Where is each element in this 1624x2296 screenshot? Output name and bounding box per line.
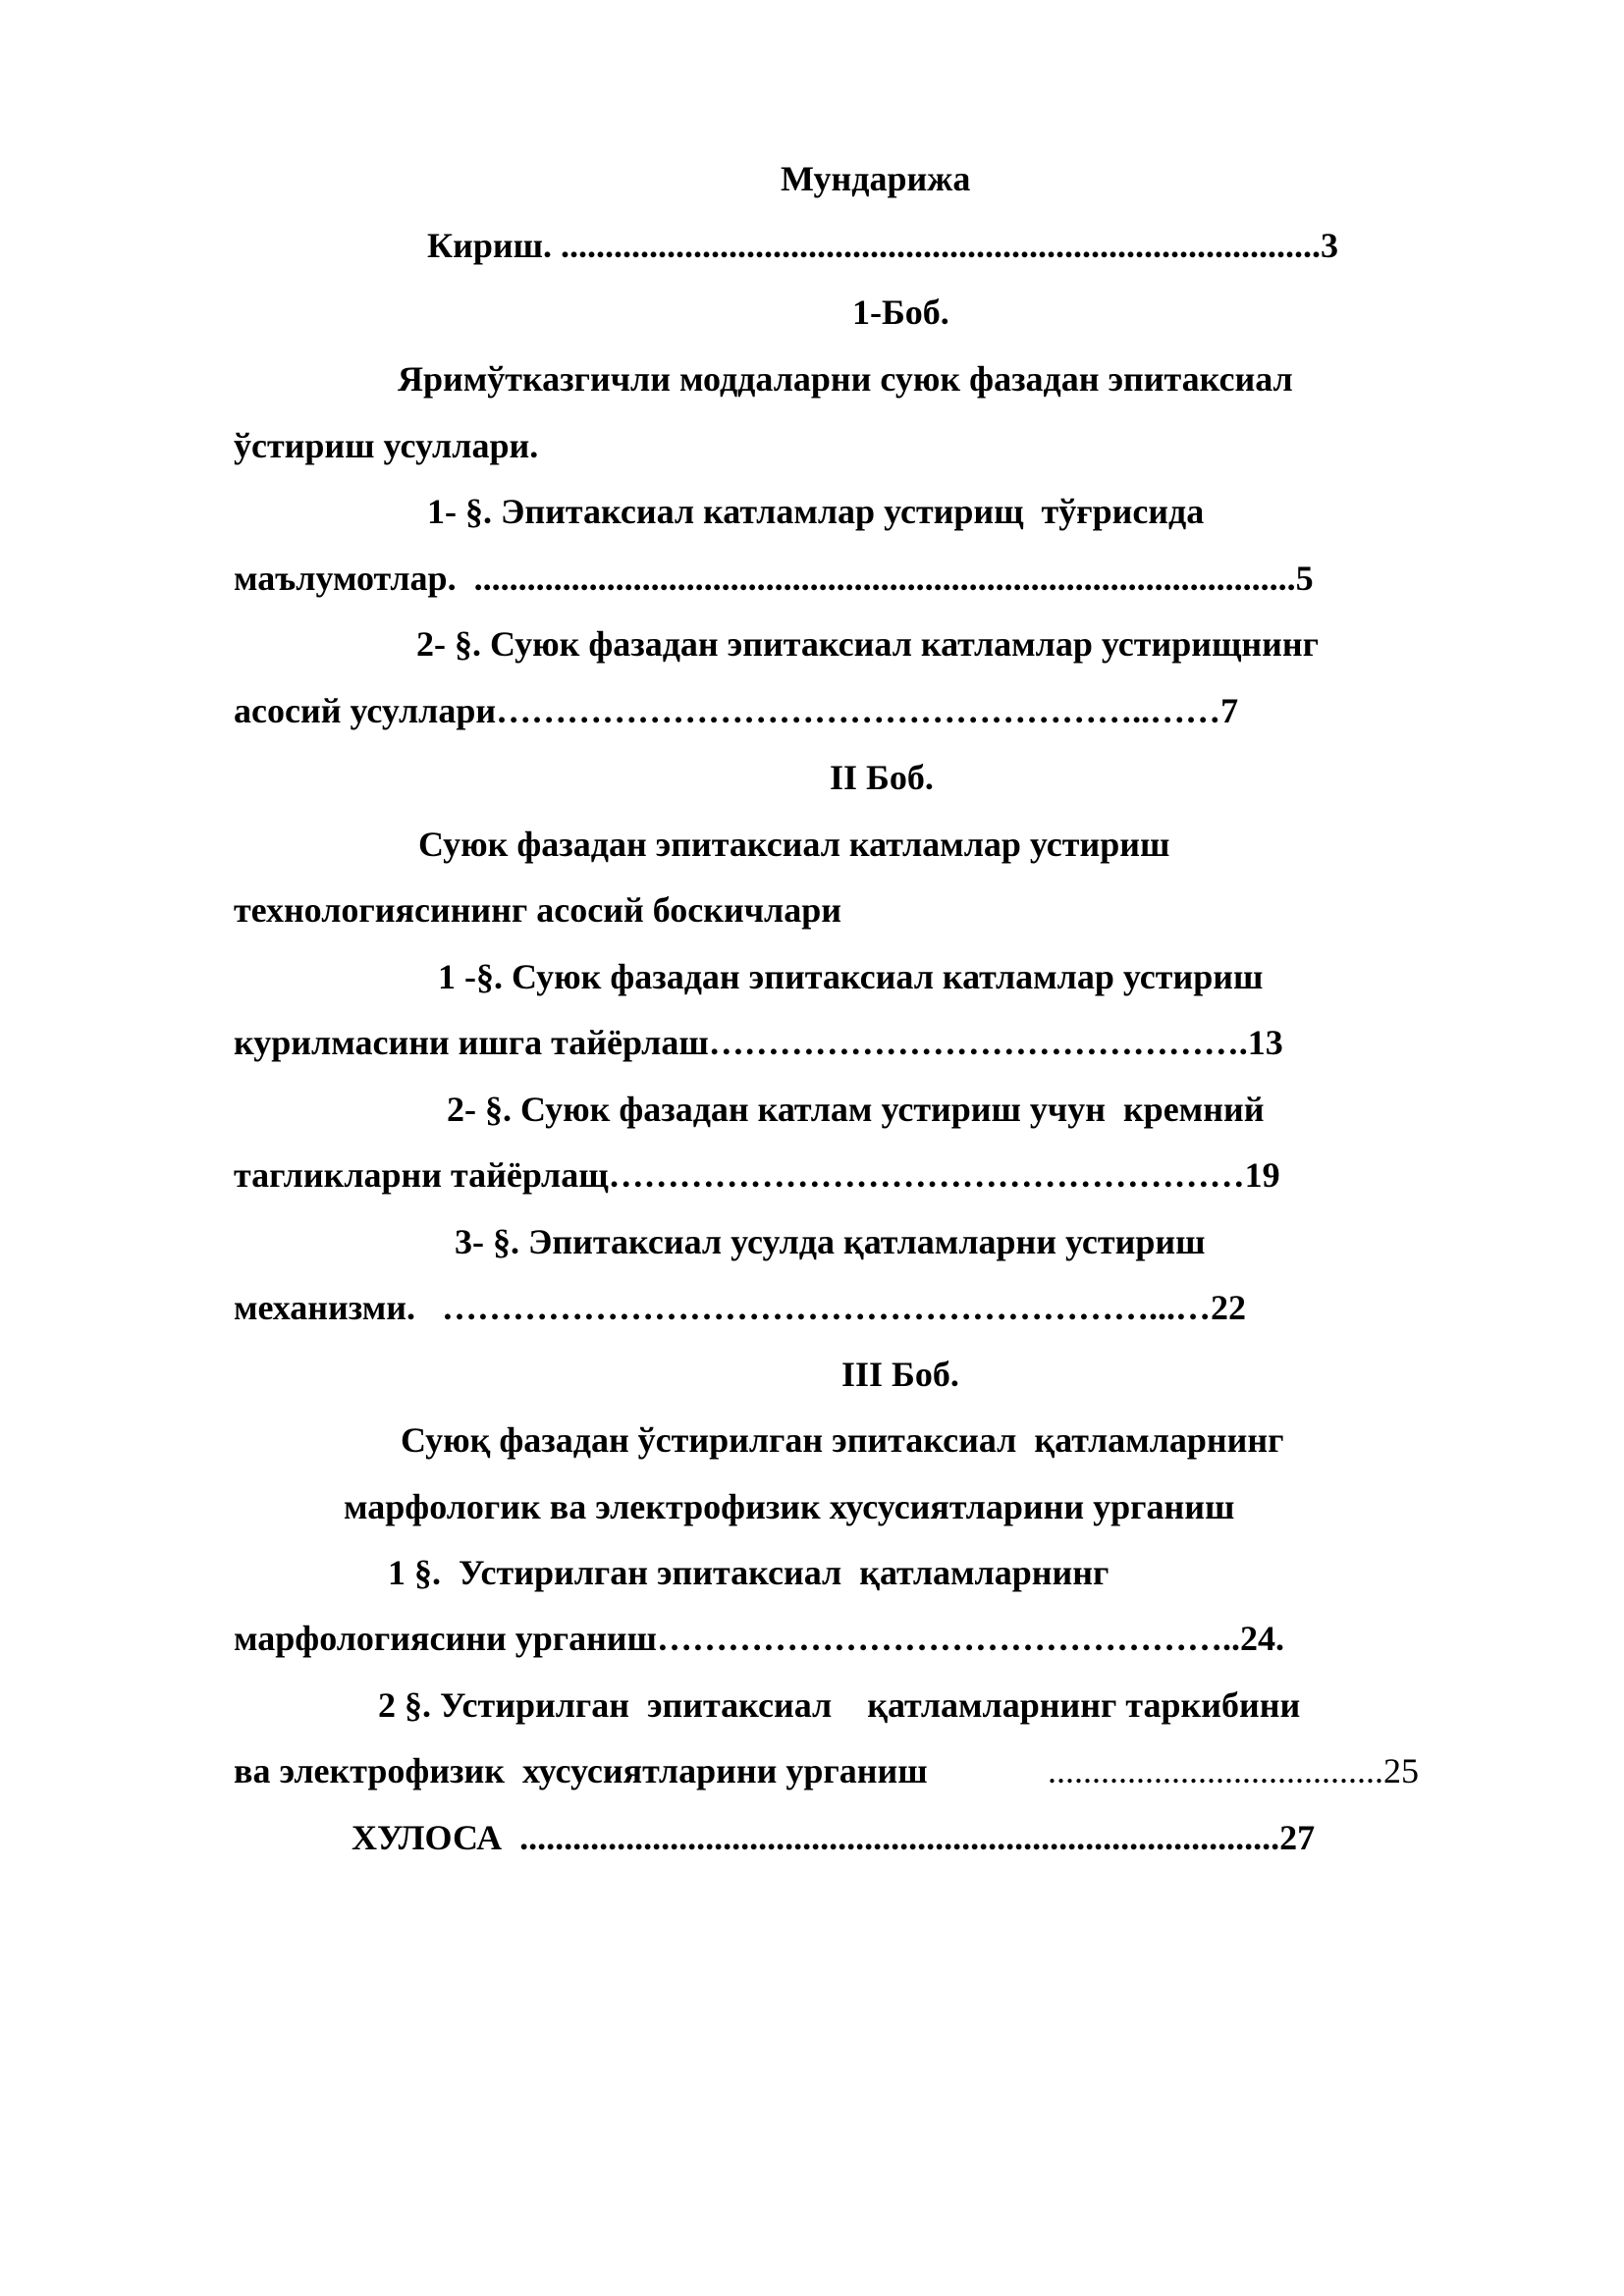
chapter-heading: III Боб. — [841, 1355, 959, 1394]
toc-entry: маълумотлар. .............................................................................................5 — [234, 559, 1314, 598]
chapter-title: Суюк фазадан эпитаксиал катламлар устириш — [418, 825, 1170, 864]
toc-entry: 2- §. Суюк фазадан эпитаксиал катламлар устирищнинг — [416, 624, 1319, 664]
toc-entry: курилмасини ишга тайёрлаш……………………………………….13 — [234, 1023, 1283, 1062]
toc-entry: марфологиясини урганиш…………………………………………..24. — [234, 1619, 1284, 1658]
toc-entry: механизми. ……………………………………………………...…22 — [234, 1288, 1247, 1327]
toc-entry-conclusion: ХУЛОСА ......................................................................................27 — [352, 1818, 1316, 1857]
toc-entry-intro: Кириш. ......................................................................................3 — [427, 226, 1339, 265]
toc-entry: 1 §. Устирилган эпитаксиал қатламларнинг — [388, 1553, 1110, 1592]
page-title: Мундарижа — [781, 159, 971, 198]
chapter-heading: 1-Боб. — [852, 293, 949, 332]
chapter-heading: II Боб. — [830, 758, 934, 797]
toc-entry: 1 -§. Суюк фазадан эпитаксиал катламлар устириш — [438, 957, 1264, 996]
chapter-title: технологиясининг асосий боскичлари — [234, 890, 841, 930]
chapter-title: Яримўтказгичли моддаларни суюк фазадан эпитаксиал — [398, 359, 1293, 399]
chapter-title: Суюқ фазадан ўстирилган эпитаксиал қатламларнинг — [401, 1420, 1284, 1460]
toc-entry: 1- §. Эпитаксиал катламлар устирищ тўғрисида — [427, 492, 1205, 531]
toc-entry: асосий усуллари………………………………………………..……7 — [234, 691, 1239, 730]
chapter-title: марфологик ва электрофизик хусусиятларини урганиш — [344, 1487, 1235, 1526]
toc-entry: ва электрофизик хусусиятларини урганиш — [234, 1751, 937, 1790]
toc-entry-leader: ......................................25 — [1048, 1751, 1419, 1790]
toc-entry: 3- §. Эпитаксиал усулда қатламларни устириш — [455, 1222, 1206, 1261]
toc-entry: 2 §. Устирилган эпитаксиал қатламларнинг таркибини — [378, 1685, 1301, 1725]
chapter-title: ўстириш усуллари. — [234, 426, 539, 465]
toc-entry: тагликларни тайёрлащ………………………………………………19 — [234, 1155, 1280, 1195]
toc-entry: 2- §. Суюк фазадан катлам устириш учун кремний — [447, 1090, 1265, 1129]
